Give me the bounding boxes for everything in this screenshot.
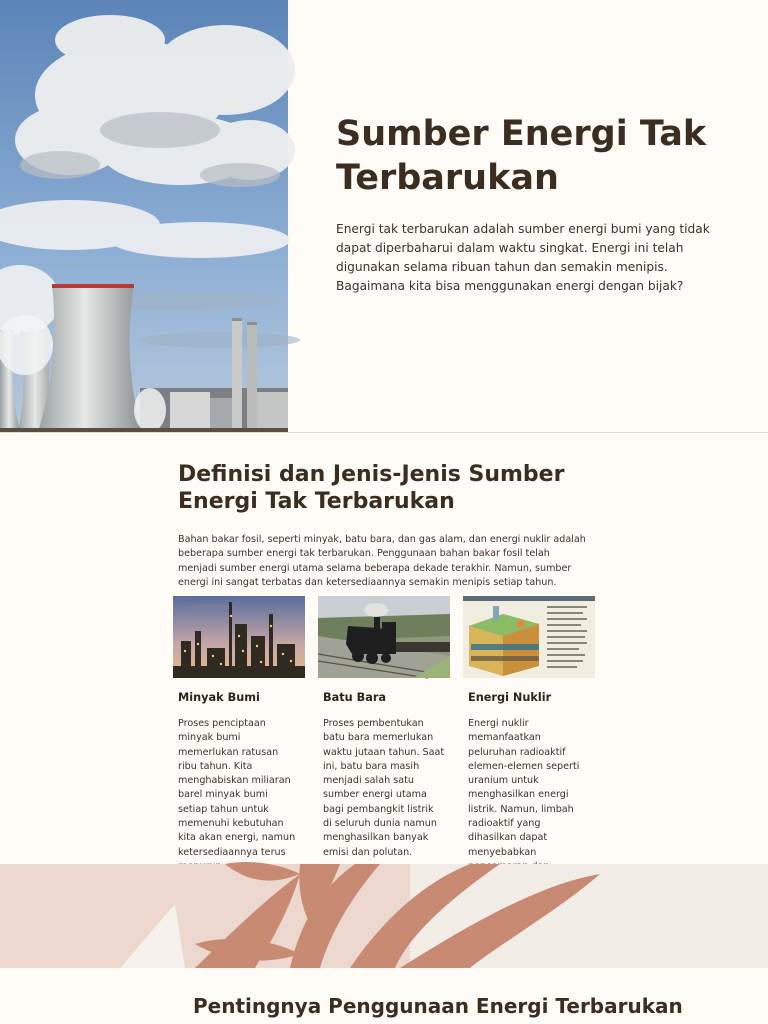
steam-train-image [318,596,450,678]
card-title: Batu Bara [323,691,387,704]
section-title: Pentingnya Penggunaan Energi Terbarukan [193,994,683,1018]
card-title: Energi Nuklir [468,691,552,704]
decorative-leaf-banner [0,864,768,968]
section-title: Definisi dan Jenis-Jenis Sumber Energi Tak Terbarukan [178,462,565,514]
hero-text [336,112,726,296]
hero-description: Energi tak terbarukan adalah sumber energi bumi yang tidak dapat diperbaharui dalam waktu singkat. Energi ini telah digunakan selama ribuan tahun dan semakin menipis. Bagaimana kita bisa menggunakan energi dengan bijak? [336,222,710,293]
refinery-image [173,596,305,678]
definition-section [0,433,768,864]
card-description: Proses pembentukan batu bara memerlukan waktu jutaan tahun. Saat ini, batu bara masih menjadi salah satu sumber energi utama bagi pembangkit listrik di seluruh dunia namun menghasilkan banyak emisi dan polutan. [323,718,445,858]
power-plant-image [0,0,288,432]
card-description: Proses penciptaan minyak bumi memerlukan ratusan ribu tahun. Kita menghabiskan miliaran barel minyak bumi setiap tahun untuk memenuhi kebutuhan kita akan energi, namun ketersediaannya terus [178,718,296,858]
section-description: Bahan bakar fosil, seperti minyak, batu bara, dan gas alam, dan energi nuklir adalah beberapa sumber energi tak terbarukan. Penggunaan bahan bakar fosil telah menjadi sumber energi utama selama beberapa dekade terakhir. Namun, sumber energi ini sangat terbatas dan ketersediaannya semakin menipis setiap tahun. [178,534,586,588]
hero-section [0,0,768,433]
card-title: Minyak Bumi [178,691,260,704]
card-description: Energi nuklir memanfaatkan peluruhan radioaktif elemen-elemen seperti uranium untuk menghasilkan energi listrik. Namun, limbah radioaktif yang dihasilkan dapat menyebabkan [468,718,580,858]
card-coal [318,596,450,860]
importance-section [0,968,768,1024]
nuclear-diagram-image [463,596,595,678]
card-oil [173,596,305,874]
page-title: Sumber Energi Tak Terbarukan [336,114,707,198]
